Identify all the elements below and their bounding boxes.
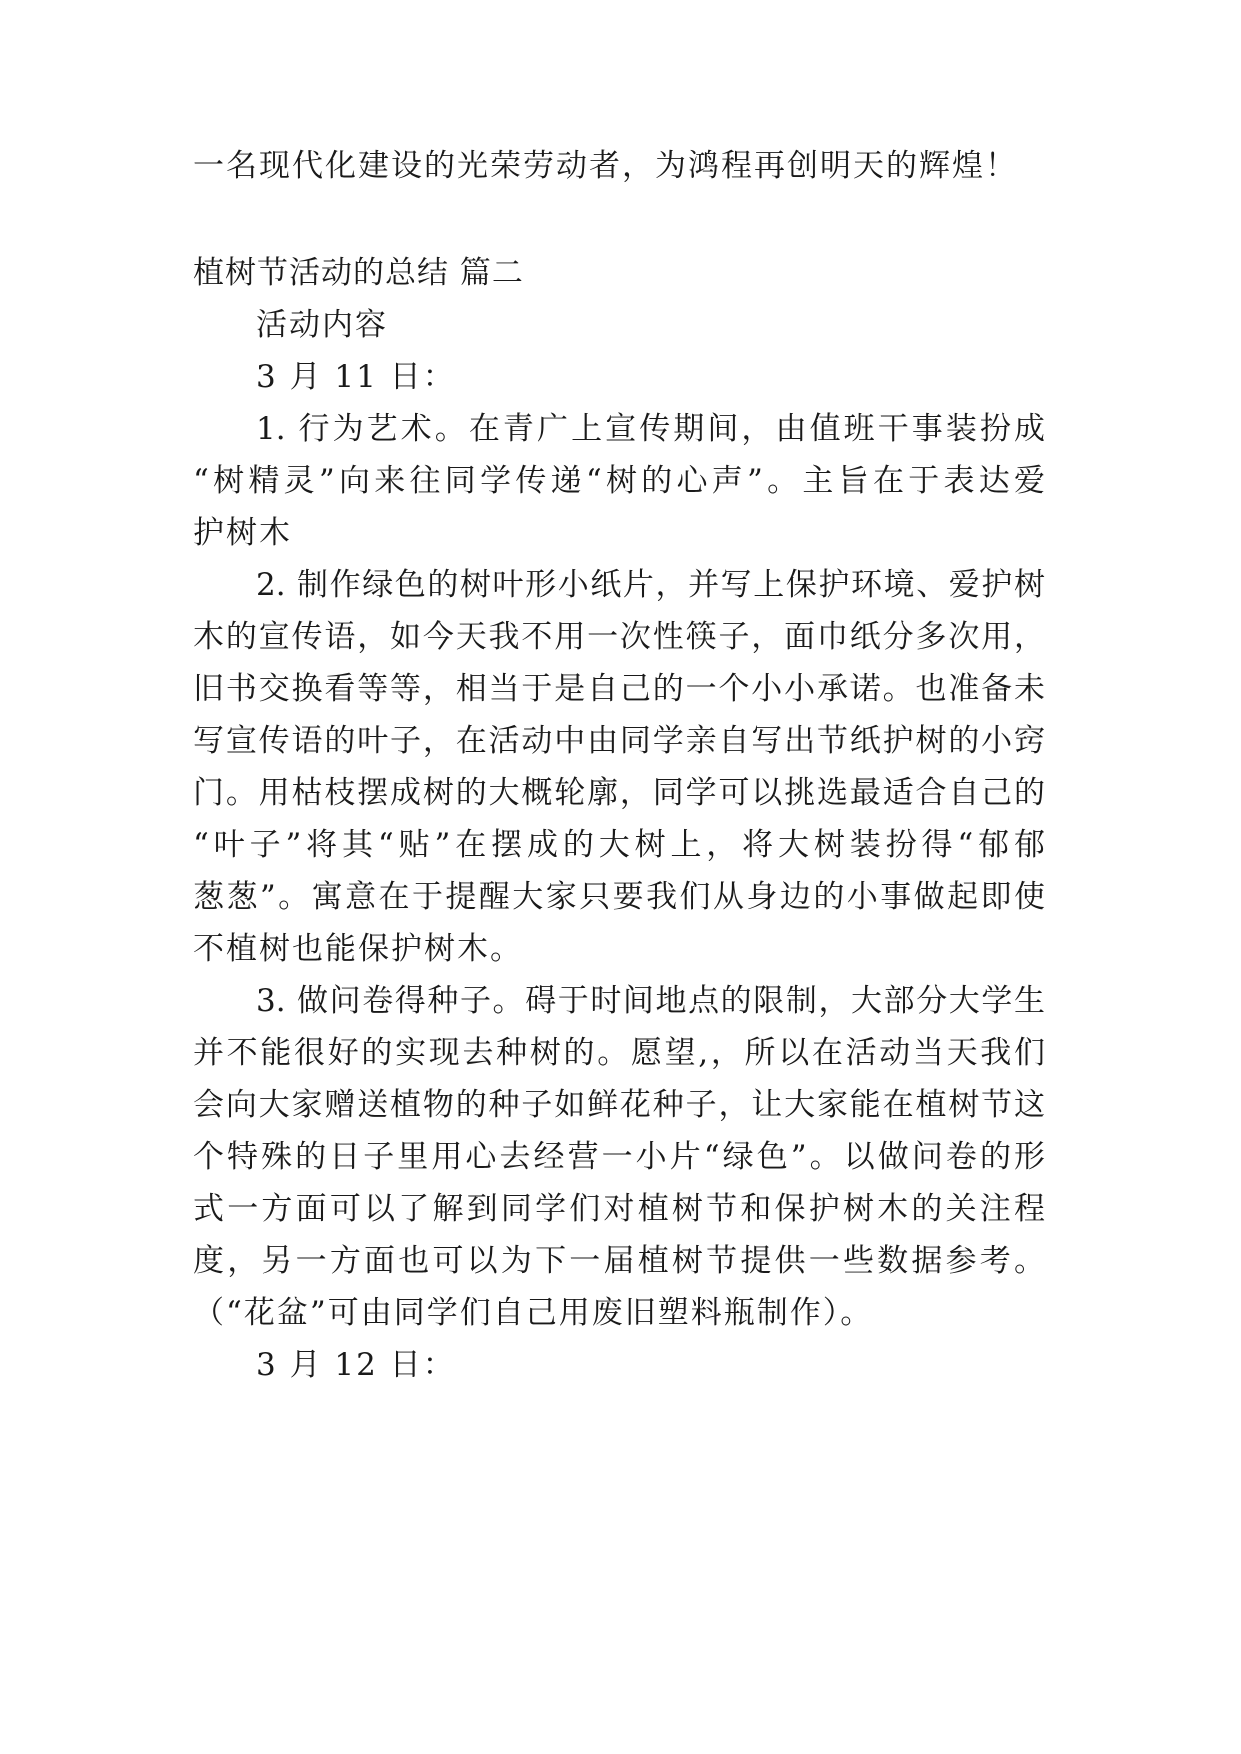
item-3-line-5: 式一方面可以了解到同学们对植树节和保护树木的关注程 <box>193 1191 1045 1227</box>
item-3-line-6: 度，另一方面也可以为下一届植树节提供一些数据参考。 <box>193 1243 1045 1279</box>
date-heading-march-12: 3 月 12 日： <box>256 1347 456 1383</box>
item-1-line-1: 1. 行为艺术。在青广上宣传期间，由值班干事装扮成 <box>256 411 1045 447</box>
item-2-line-1: 2. 制作绿色的树叶形小纸片，并写上保护环境、爱护树 <box>256 567 1045 603</box>
item-2-line-6: “叶子”将其“贴”在摆成的大树上，将大树装扮得“郁郁 <box>193 827 1045 863</box>
item-3-line-1: 3. 做问卷得种子。碍于时间地点的限制，大部分大学生 <box>256 983 1045 1019</box>
item-1-line-2: “树精灵”向来往同学传递“树的心声”。主旨在于表达爱 <box>193 463 1045 499</box>
section-title: 植树节活动的总结 篇二 <box>193 255 524 291</box>
item-1-line-3: 护树木 <box>193 515 292 551</box>
item-3-line-7: （“花盆”可由同学们自己用废旧塑料瓶制作）。 <box>193 1295 874 1331</box>
item-2-line-8: 不植树也能保护树木。 <box>193 931 523 967</box>
item-3-line-4: 个特殊的日子里用心去经营一小片“绿色”。以做问卷的形 <box>193 1139 1045 1175</box>
date-heading-march-11: 3 月 11 日： <box>256 359 456 395</box>
item-2-line-3: 旧书交换看等等，相当于是自己的一个小小承诺。也准备未 <box>193 671 1045 707</box>
item-2-line-5: 门。用枯枝摆成树的大概轮廓，同学可以挑选最适合自己的 <box>193 775 1045 811</box>
subheading-activity-content: 活动内容 <box>256 307 388 343</box>
item-2-line-4: 写宣传语的叶子，在活动中由同学亲自写出节纸护树的小窍 <box>193 723 1045 759</box>
item-2-line-2: 木的宣传语，如今天我不用一次性筷子，面巾纸分多次用， <box>193 619 1045 655</box>
item-2-line-7: 葱葱”。寓意在于提醒大家只要我们从身边的小事做起即使 <box>193 879 1045 915</box>
item-3-line-3: 会向大家赠送植物的种子如鲜花种子，让大家能在植树节这 <box>193 1087 1045 1123</box>
item-3-line-2: 并不能很好的实现去种树的。愿望,，所以在活动当天我们 <box>193 1035 1045 1071</box>
paragraph-closing-line: 一名现代化建设的光荣劳动者，为鸿程再创明天的辉煌！ <box>193 148 1018 184</box>
